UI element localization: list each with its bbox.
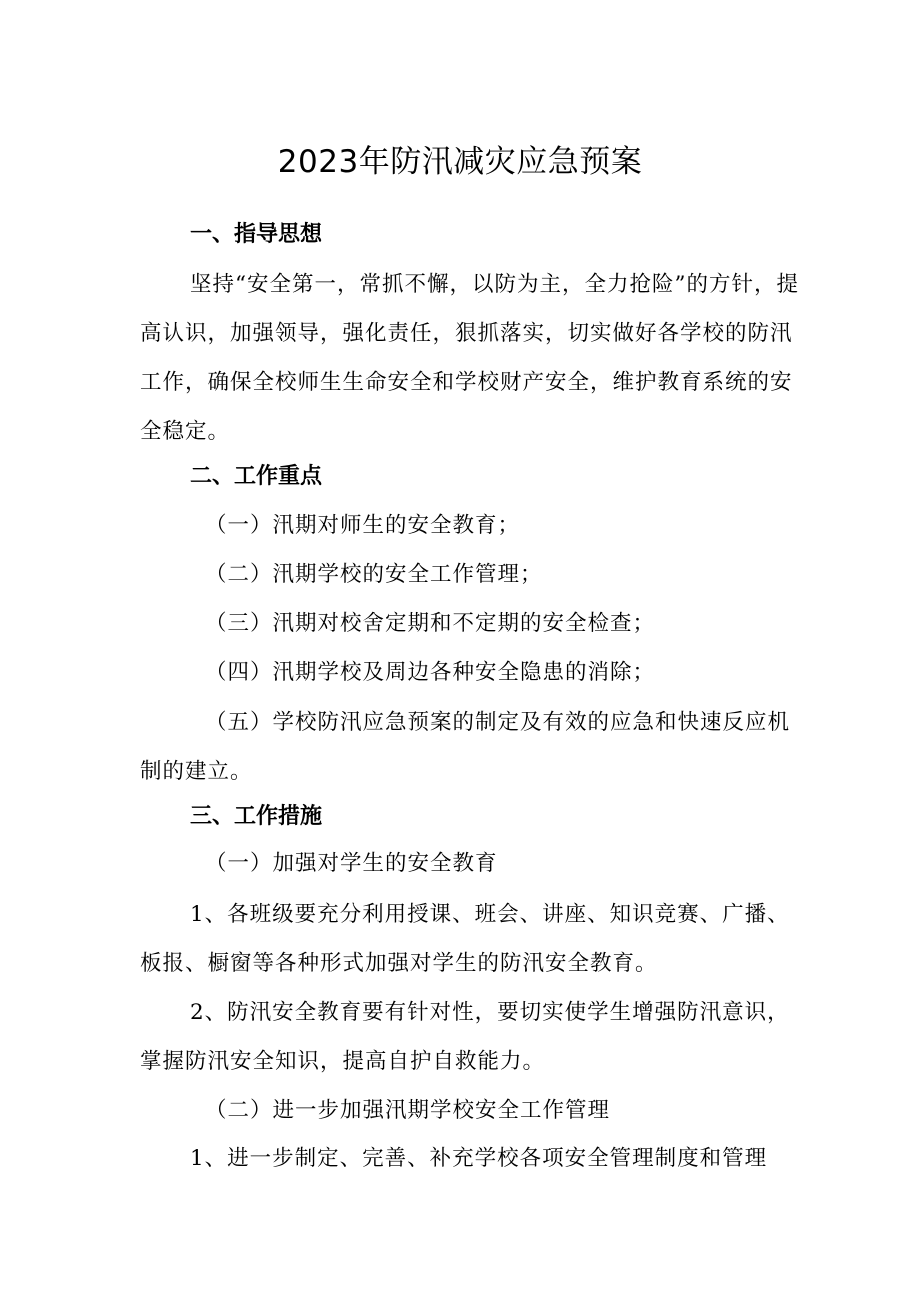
- list-item-focus-1: （一）汛期对师生的安全教育；: [205, 513, 521, 538]
- list-item-focus-4: （四）汛期学校及周边各种安全隐患的消除；: [205, 660, 656, 685]
- list-item-focus-3: （三）汛期对校舍定期和不定期的安全检查；: [205, 611, 656, 636]
- list-item-focus-5: （五）学校防汛应急预案的制定及有效的应急和快速反应机制的建立。: [140, 710, 791, 784]
- subheading-safety-education: （一）加强对学生的安全教育: [205, 851, 498, 876]
- section-heading-work-focus: 二、工作重点: [190, 464, 323, 489]
- paragraph-measure-1: 1、各班级要充分利用授课、班会、讲座、知识竞赛、广播、板报、橱窗等各种形式加强对学生的防汛安全教育。: [140, 902, 790, 976]
- document-title: 2023年防汛减灾应急预案: [277, 144, 643, 180]
- section-heading-guiding-ideology: 一、指导思想: [190, 222, 323, 247]
- subheading-safety-management: （二）进一步加强汛期学校安全工作管理: [205, 1098, 611, 1123]
- paragraph-measure-2: 2、防汛安全教育要有针对性，要切实使学生增强防汛意识，掌握防汛安全知识，提高自护自救能力。: [140, 1000, 790, 1074]
- paragraph-guiding-ideology: 坚持“安全第一，常抓不懈，以防为主，全力抢险”的方针，提高认识，加强领导，强化责任，狠抓落实，切实做好各学校的防汛工作，确保全校师生生命安全和学校财产安全，维护教育系统的安全稳定。: [140, 272, 799, 444]
- list-item-focus-2: （二）汛期学校的安全工作管理；: [205, 562, 543, 587]
- paragraph-measure-3: 1、进一步制定、完善、补充学校各项安全管理制度和管理: [190, 1146, 768, 1171]
- section-heading-work-measures: 三、工作措施: [190, 804, 323, 829]
